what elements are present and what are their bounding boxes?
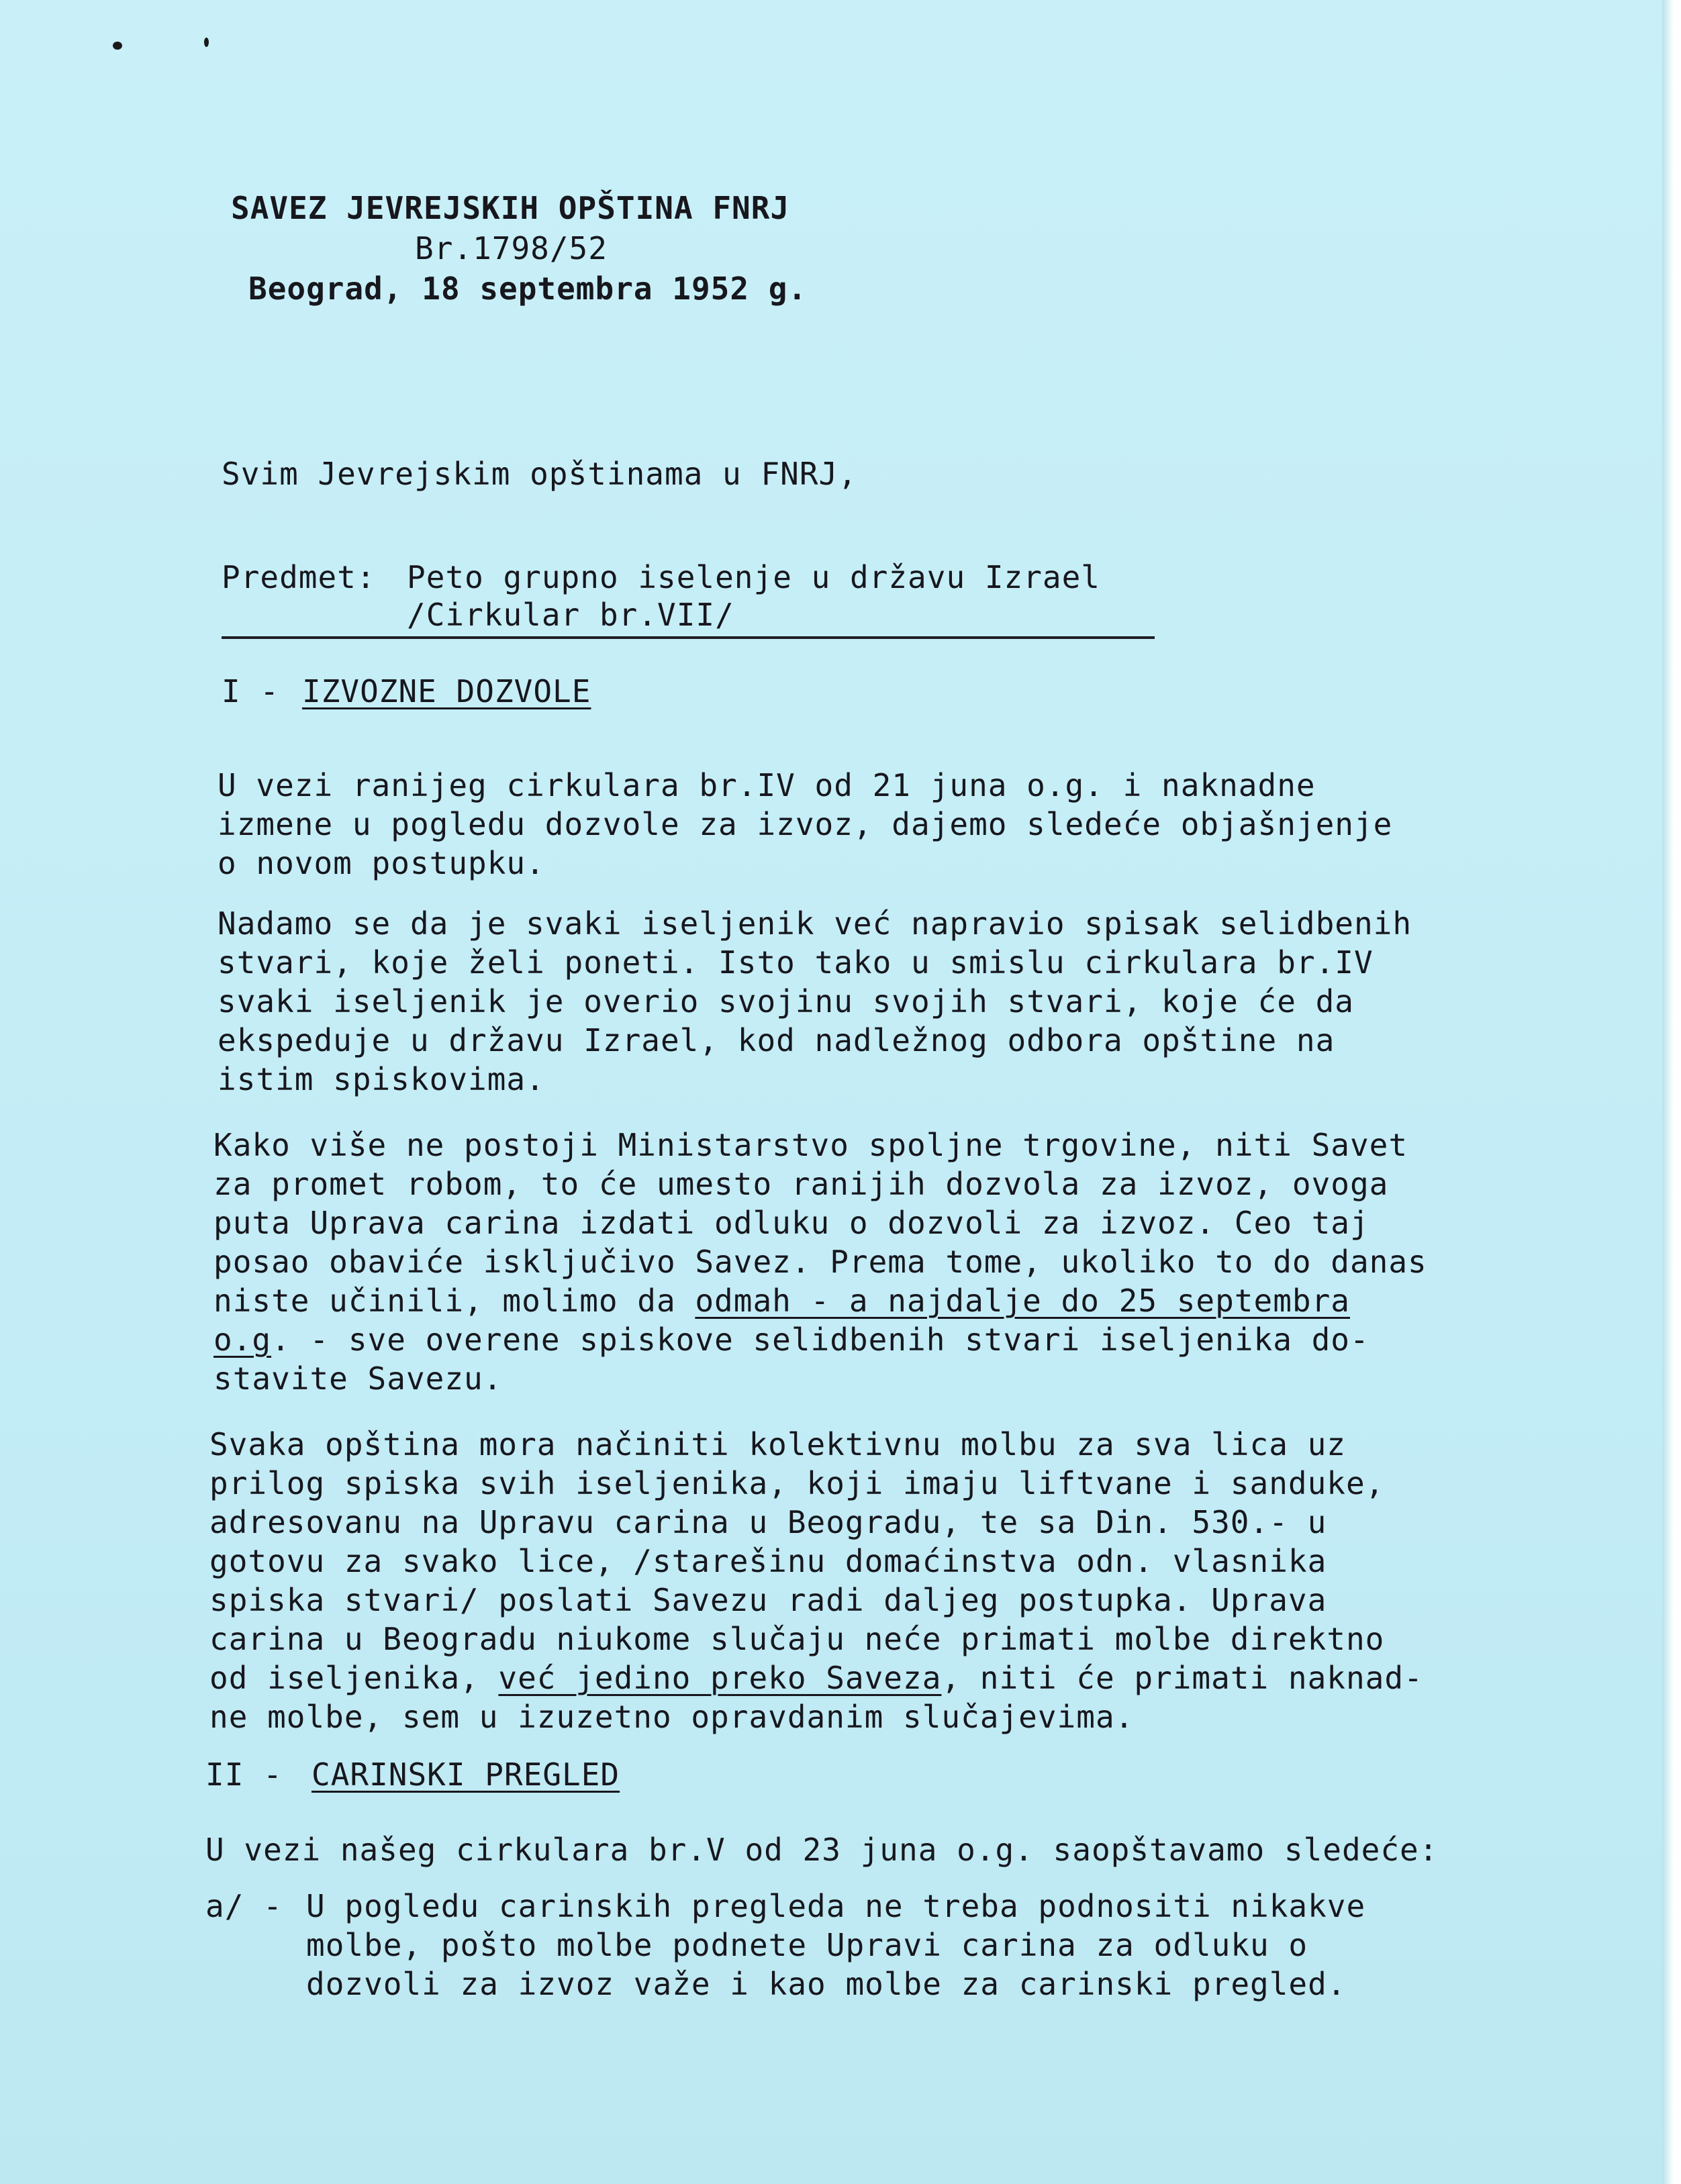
paragraph-line	[209, 1658, 1423, 1698]
paragraph-line: stvari, koje želi poneti. Isto tako u smislu cirkulara br.IV	[218, 944, 1374, 981]
paragraph-line: gotovu za svako lice, /starešinu domaćinstva odn. vlasnika	[209, 1543, 1327, 1579]
section-1-number: I -	[222, 673, 299, 709]
deadline-emphasis: o.g	[213, 1322, 272, 1358]
section-2-heading: CARINSKI PREGLED	[311, 1756, 620, 1793]
paragraph-line: adresovanu na Upravu carina u Beogradu, te sa Din. 530.- u	[209, 1504, 1327, 1540]
scan-speck	[113, 42, 122, 50]
line-text: . - sve overene spiskove selidbenih stvari iseljenika do-	[271, 1322, 1370, 1358]
paragraph-line: carina u Beogradu niukome slučaju neće primati molbe direktno	[209, 1621, 1385, 1657]
paragraph-line: puta Uprava carina izdati odluku o dozvoli za izvoz. Ceo taj	[213, 1205, 1370, 1241]
section-1-heading: IZVOZNE DOZVOLE	[302, 673, 591, 709]
emphasis: već jedino preko Saveza	[498, 1660, 942, 1696]
paragraph-line: svaki iseljenik je overio svojinu svojih stvari, koje će da	[218, 983, 1354, 1020]
paragraph-line: stavite Savezu.	[213, 1360, 503, 1397]
paragraph-line: Nadamo se da je svaki iseljenik već napravio spisak selidbenih	[218, 905, 1412, 942]
paragraph-line	[213, 1281, 1350, 1321]
recipient: Svim Jevrejskim opštinama u FNRJ,	[222, 456, 857, 492]
list-marker: a/ -	[205, 1888, 302, 1924]
paragraph-line: istim spiskovima.	[218, 1061, 545, 1097]
paragraph-line: ekspeduje u državu Izrael, kod nadležnog odbora opštine na	[218, 1022, 1335, 1058]
section-2-intro: U vezi našeg cirkulara br.V od 23 juna o.g. saopštavamo sledeće:	[205, 1832, 1439, 1868]
paragraph-line: o novom postupku.	[218, 845, 545, 881]
paragraph-line: prilog spiska svih iseljenika, koji imaju liftvane i sanduke,	[209, 1465, 1385, 1501]
paragraph-line: U vezi ranijeg cirkulara br.IV od 21 juna o.g. i naknadne	[218, 767, 1316, 803]
paragraph-line	[213, 1320, 1370, 1360]
section-2-number: II -	[205, 1756, 302, 1793]
organization-name: SAVEZ JEVREJSKIH OPŠTINA FNRJ	[231, 190, 790, 226]
line-text: od iseljenika,	[209, 1660, 499, 1696]
paragraph-line: spiska stvari/ poslati Savezu radi daljeg postupka. Uprava	[209, 1582, 1327, 1618]
paragraph-line: Svaka opština mora načiniti kolektivnu molbu za sva lica uz	[209, 1426, 1346, 1462]
line-text: , niti će primati naknad-	[941, 1660, 1423, 1696]
document-number: Br.1798/52	[415, 230, 608, 266]
subject-label: Predmet:	[222, 559, 376, 595]
subject-text: Peto grupno iselenje u državu Izrael	[407, 559, 1100, 595]
scan-edge	[1662, 0, 1681, 2184]
subject-circular: /Cirkular br.VII/	[407, 597, 734, 633]
scan-speck	[204, 38, 209, 47]
line-text: niste učinili, molimo da	[213, 1283, 695, 1319]
paragraph-line: ne molbe, sem u izuzetno opravdanim slučajevima.	[209, 1699, 1135, 1735]
paragraph-line: za promet robom, to će umesto ranijih dozvola za izvoz, ovoga	[213, 1166, 1389, 1202]
subject-underline	[222, 636, 1155, 639]
paragraph-line: U pogledu carinskih pregleda ne treba podnositi nikakve	[306, 1888, 1366, 1924]
deadline-emphasis: odmah - a najdalje do 25 septembra	[695, 1283, 1350, 1319]
paragraph-line: posao obaviće isključivo Savez. Prema tome, ukoliko to do danas	[213, 1244, 1427, 1280]
paragraph-line: izmene u pogledu dozvole za izvoz, dajemo sledeće objašnjenje	[218, 806, 1393, 842]
paragraph-line: dozvoli za izvoz važe i kao molbe za carinski pregled.	[306, 1966, 1347, 2002]
paragraph-line: molbe, pošto molbe podnete Upravi carina za odluku o	[306, 1927, 1308, 1963]
place-date: Beograd, 18 septembra 1952 g.	[248, 270, 808, 307]
paragraph-line: Kako više ne postoji Ministarstvo spoljne trgovine, niti Savet	[213, 1127, 1408, 1163]
